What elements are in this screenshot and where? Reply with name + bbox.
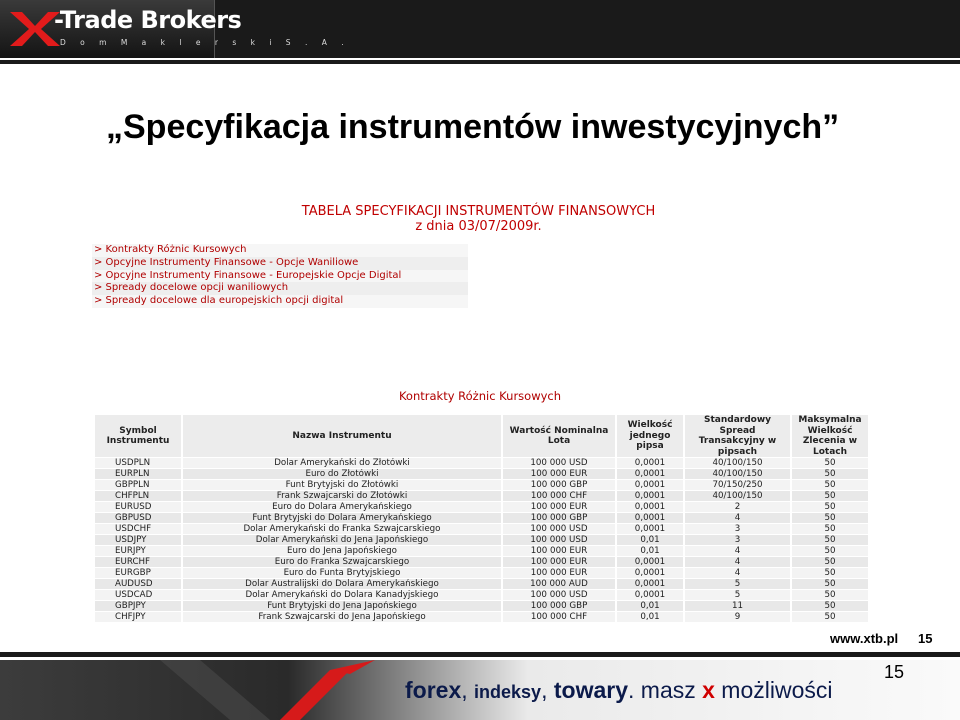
cell-symbol: EURPLN: [95, 469, 181, 479]
slogan-end: możliwości: [714, 677, 833, 703]
cell-name: Dolar Amerykański do Dolara Kanadyjskiego: [183, 590, 501, 600]
cell-pip: 0,0001: [617, 513, 683, 523]
col-header-max-lots: Maksymalna Wielkość Zlecenia w Lotach: [792, 415, 868, 457]
table-row: [95, 590, 868, 600]
cell-spread: 5: [685, 590, 790, 600]
cell-name: Euro do Jena Japońskiego: [183, 546, 501, 556]
cell-pip: 0,0001: [617, 590, 683, 600]
table-row: [95, 546, 868, 556]
slogan-sep: ,: [541, 677, 554, 703]
cell-pip: 0,0001: [617, 491, 683, 501]
x-logo-icon: [10, 12, 60, 46]
cell-pip: 0,0001: [617, 557, 683, 567]
slogan-x: x: [702, 677, 715, 703]
cell-nominal: 100 000 USD: [503, 590, 615, 600]
cell-nominal: 100 000 GBP: [503, 480, 615, 490]
slogan-indeksy: indeksy: [474, 682, 542, 702]
cell-nominal: 100 000 EUR: [503, 469, 615, 479]
x-decoration-icon: [0, 660, 400, 720]
table-row: [95, 601, 868, 611]
cell-spread: 9: [685, 612, 790, 622]
cell-max-lots: 50: [792, 612, 868, 622]
cell-max-lots: 50: [792, 557, 868, 567]
cell-name: Funt Brytyjski do Dolara Amerykańskiego: [183, 513, 501, 523]
footer-page-number: 15: [918, 631, 933, 646]
cell-max-lots: 50: [792, 480, 868, 490]
cell-name: Dolar Amerykański do Jena Japońskiego: [183, 535, 501, 545]
table-row: [95, 469, 868, 479]
cell-nominal: 100 000 USD: [503, 535, 615, 545]
slide-number: 15: [884, 662, 905, 682]
cell-pip: 0,01: [617, 612, 683, 622]
slogan-sep: ,: [461, 677, 475, 703]
cell-symbol: AUDUSD: [95, 579, 181, 589]
slogan: [405, 677, 833, 704]
cell-max-lots: 50: [792, 601, 868, 611]
cell-max-lots: 50: [792, 513, 868, 523]
table-row: [95, 612, 868, 622]
slogan-towary: towary: [553, 677, 628, 703]
cell-symbol: GBPUSD: [95, 513, 181, 523]
link-opcje-digital[interactable]: > Opcyjne Instrumenty Finansowe - Europejskie Opcje Digital: [92, 270, 468, 283]
cell-nominal: 100 000 CHF: [503, 491, 615, 501]
cell-spread: 3: [685, 524, 790, 534]
cell-pip: 0,01: [617, 535, 683, 545]
cell-name: Frank Szwajcarski do Złotówki: [183, 491, 501, 501]
cell-symbol: EURGBP: [95, 568, 181, 578]
cell-spread: 4: [685, 557, 790, 567]
cell-pip: 0,0001: [617, 568, 683, 578]
col-header-nominal: Wartość Nominalna Lota: [503, 415, 615, 457]
cell-spread: 40/100/150: [685, 458, 790, 468]
cell-max-lots: 50: [792, 524, 868, 534]
cell-spread: 40/100/150: [685, 491, 790, 501]
cell-name: Euro do Funta Brytyjskiego: [183, 568, 501, 578]
cell-max-lots: 50: [792, 502, 868, 512]
table-row: [95, 502, 868, 512]
cell-name: Euro do Dolara Amerykańskiego: [183, 502, 501, 512]
cell-name: Dolar Amerykański do Złotówki: [183, 458, 501, 468]
cell-max-lots: 50: [792, 546, 868, 556]
slogan-forex: forex: [405, 677, 462, 703]
cell-name: Dolar Amerykański do Franka Szwajcarskiego: [183, 524, 501, 534]
cell-symbol: USDPLN: [95, 458, 181, 468]
cell-nominal: 100 000 CHF: [503, 612, 615, 622]
cell-symbol: GBPPLN: [95, 480, 181, 490]
cell-symbol: EURJPY: [95, 546, 181, 556]
table-header-row: [95, 415, 868, 457]
col-header-symbol: Symbol Instrumentu: [95, 415, 181, 457]
cell-nominal: 100 000 AUD: [503, 579, 615, 589]
logo-subtitle: D o m M a k l e r s k i S . A .: [60, 38, 350, 47]
cell-spread: 4: [685, 546, 790, 556]
cell-nominal: 100 000 EUR: [503, 546, 615, 556]
cell-spread: 2: [685, 502, 790, 512]
link-kontrakty[interactable]: > Kontrakty Różnic Kursowych: [92, 244, 468, 257]
cell-symbol: EURCHF: [95, 557, 181, 567]
cell-max-lots: 50: [792, 579, 868, 589]
cell-max-lots: 50: [792, 535, 868, 545]
link-opcje-waniliowe[interactable]: > Opcyjne Instrumenty Finansowe - Opcje Waniliowe: [92, 257, 468, 270]
cell-symbol: USDCAD: [95, 590, 181, 600]
cell-symbol: CHFJPY: [95, 612, 181, 622]
cell-spread: 4: [685, 513, 790, 523]
cell-symbol: USDJPY: [95, 535, 181, 545]
cell-spread: 70/150/250: [685, 480, 790, 490]
cell-spread: 4: [685, 568, 790, 578]
cell-pip: 0,0001: [617, 524, 683, 534]
cell-spread: 40/100/150: [685, 469, 790, 479]
cell-symbol: GBPJPY: [95, 601, 181, 611]
spec-link-list: [92, 244, 468, 308]
col-header-name: Nazwa Instrumentu: [183, 415, 501, 457]
table-row: [95, 524, 868, 534]
col-header-spread: Standardowy Spread Transakcyjny w pipsach: [685, 415, 790, 457]
cell-max-lots: 50: [792, 491, 868, 501]
brand-logo[interactable]: [0, 0, 350, 58]
header-bar: [0, 0, 960, 58]
table-row: [95, 557, 868, 567]
cell-name: Dolar Australijski do Dolara Amerykańskiego: [183, 579, 501, 589]
col-header-pip: Wielkość jednego pipsa: [617, 415, 683, 457]
table-row: [95, 535, 868, 545]
cell-pip: 0,0001: [617, 480, 683, 490]
cell-max-lots: 50: [792, 458, 868, 468]
cell-name: Euro do Złotówki: [183, 469, 501, 479]
cell-nominal: 100 000 USD: [503, 524, 615, 534]
cell-nominal: 100 000 EUR: [503, 502, 615, 512]
cell-pip: 0,01: [617, 601, 683, 611]
footer-divider: [0, 652, 960, 657]
cell-nominal: 100 000 GBP: [503, 513, 615, 523]
spec-table: [93, 414, 870, 623]
cell-max-lots: 50: [792, 568, 868, 578]
header-divider: [0, 60, 960, 64]
cell-max-lots: 50: [792, 590, 868, 600]
cell-pip: 0,0001: [617, 458, 683, 468]
slogan-sep: . masz: [628, 677, 703, 703]
cell-pip: 0,0001: [617, 502, 683, 512]
cell-name: Funt Brytyjski do Złotówki: [183, 480, 501, 490]
cell-nominal: 100 000 GBP: [503, 601, 615, 611]
cell-spread: 11: [685, 601, 790, 611]
table-row: [95, 491, 868, 501]
logo-title: -Trade Brokers: [54, 6, 242, 34]
link-spready-digital[interactable]: > Spready docelowe dla europejskich opcji digital: [92, 295, 468, 308]
cell-spread: 5: [685, 579, 790, 589]
cell-name: Frank Szwajcarski do Jena Japońskiego: [183, 612, 501, 622]
table-body: [95, 458, 868, 622]
cell-spread: 3: [685, 535, 790, 545]
link-spready-waniliowe[interactable]: > Spready docelowe opcji waniliowych: [92, 282, 468, 295]
cell-pip: 0,0001: [617, 469, 683, 479]
table-row: [95, 480, 868, 490]
cell-nominal: 100 000 EUR: [503, 557, 615, 567]
cell-nominal: 100 000 USD: [503, 458, 615, 468]
table-row: [95, 568, 868, 578]
cell-symbol: CHFPLN: [95, 491, 181, 501]
footer-url[interactable]: www.xtb.pl: [830, 631, 899, 646]
cell-pip: 0,01: [617, 546, 683, 556]
cell-pip: 0,0001: [617, 579, 683, 589]
spec-heading: TABELA SPECYFIKACJI INSTRUMENTÓW FINANSOWYCH: [301, 204, 656, 219]
cell-name: Funt Brytyjski do Jena Japońskiego: [183, 601, 501, 611]
cell-nominal: 100 000 EUR: [503, 568, 615, 578]
cell-name: Euro do Franka Szwajcarskiego: [183, 557, 501, 567]
table-row: [95, 579, 868, 589]
slide-title: „Specyfikacja instrumentów inwestycyjnych”: [106, 108, 840, 146]
cell-symbol: EURUSD: [95, 502, 181, 512]
table-row: [95, 513, 868, 523]
spec-date: z dnia 03/07/2009r.: [415, 219, 542, 234]
table-title: Kontrakty Różnic Kursowych: [398, 389, 562, 403]
cell-symbol: USDCHF: [95, 524, 181, 534]
table-row: [95, 458, 868, 468]
cell-max-lots: 50: [792, 469, 868, 479]
